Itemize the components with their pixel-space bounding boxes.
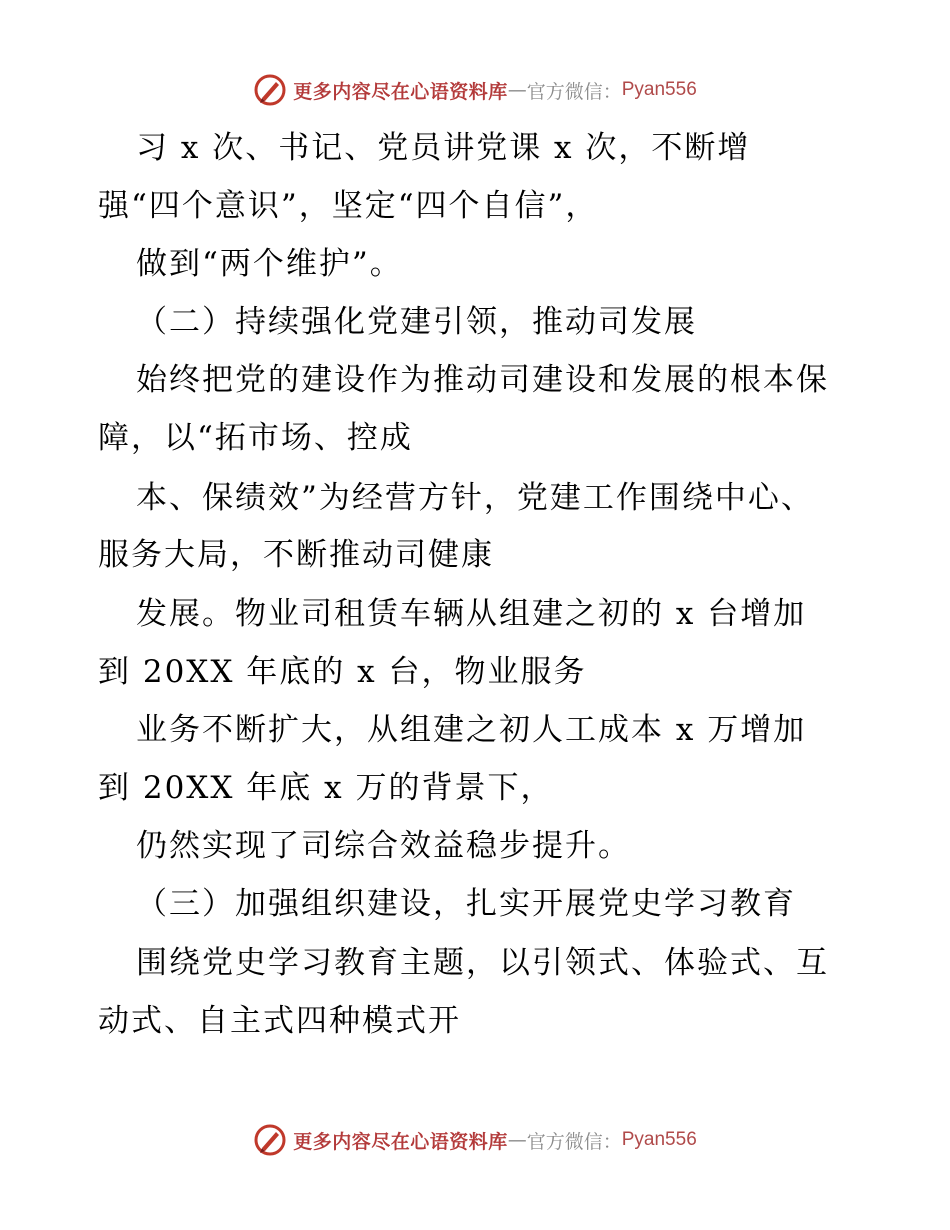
footer-banner-text (293, 1127, 697, 1154)
official-wechat-label: 官方微信： (526, 1130, 622, 1153)
text-line: 发展。物业司租赁车辆从组建之初的 x 台增加 (136, 596, 807, 632)
text-line: 围绕党史学习教育主题，以引领式、体验式、互 (136, 945, 829, 981)
text-line: 习 x 次、书记、党员讲党课 x 次，不断增 (136, 130, 751, 166)
banner-separator: — (507, 1129, 527, 1151)
wechat-handle: Pyan556 (621, 1129, 697, 1150)
text-line: 本、保绩效”为经营方针，党建工作围绕中心、 (136, 480, 814, 516)
text-line: 到 20XX 年底 x 万的背景下， (98, 770, 554, 806)
text-line: 到 20XX 年底的 x 台，物业服务 (98, 654, 587, 690)
footer-banner (0, 1120, 950, 1160)
library-name: 更多内容尽在心语资料库 (293, 80, 508, 103)
text-line: 业务不断扩大，从组建之初人工成本 x 万增加 (136, 712, 807, 748)
text-line: 始终把党的建设作为推动司建设和发展的根本保 (136, 362, 829, 398)
official-wechat-label: 官方微信： (526, 80, 622, 103)
section-heading: （二）持续强化党建引领，推动司发展 (136, 304, 697, 340)
text-line: 强“四个意识”，坚定“四个自信”， (98, 188, 599, 224)
section-heading: （三）加强组织建设，扎实开展党史学习教育 (136, 886, 796, 922)
footer-banner-content (253, 1123, 697, 1157)
library-name: 更多内容尽在心语资料库 (293, 1130, 508, 1153)
text-line: 服务大局，不断推动司健康 (98, 537, 494, 573)
text-line: 障，以“拓市场、控成 (98, 420, 413, 456)
text-line: 动式、自主式四种模式开 (98, 1003, 461, 1039)
pen-logo-icon (253, 1123, 287, 1157)
text-line: 做到“两个维护”。 (136, 246, 403, 282)
text-line: 仍然实现了司综合效益稳步提升。 (136, 828, 631, 864)
wechat-handle: Pyan556 (621, 79, 697, 100)
banner-separator: — (507, 79, 527, 101)
